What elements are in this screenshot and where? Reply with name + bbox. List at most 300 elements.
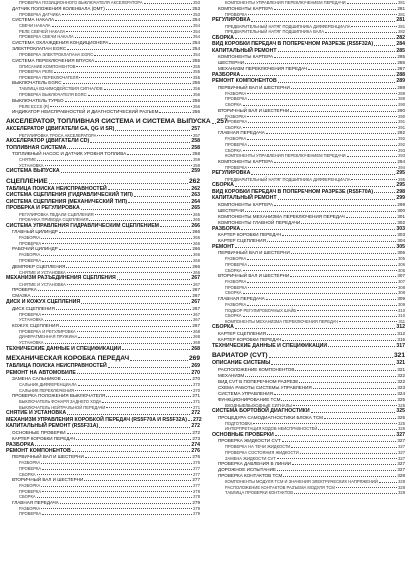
- toc-entry-title: МЕХАНИЧЕСКАЯ КОРОБКА ПЕРЕДАЧ: [6, 354, 130, 362]
- toc-leader-dots: [374, 45, 395, 46]
- toc-entry-title: СИСТЕМА ОХЛАЖДЕНИЯ КОНДИЦИОНЕРА: [12, 39, 109, 45]
- toc-entry-title: МЕХАНИЗМ РАЗЪЕДИНЕНИЯ СЦЕПЛЕНИЯ: [6, 275, 116, 282]
- toc-page-number: 303: [397, 231, 405, 237]
- toc-entry-title: КАРТЕР КОРОБКИ ПЕРЕДАЧ: [218, 336, 282, 342]
- toc-leader-dots: [38, 290, 192, 291]
- toc-entry-title: РАЗБОРКА: [225, 90, 247, 96]
- toc-page-number: 305: [398, 256, 405, 262]
- toc-leader-dots: [115, 130, 190, 131]
- toc-page-number: 310: [398, 313, 405, 319]
- toc-entry-title: ОПИСАНИЕ СИСТЕМЫ: [212, 360, 271, 367]
- toc-page-number: 270: [193, 387, 200, 393]
- toc-leader-dots: [291, 88, 397, 89]
- toc-leader-dots: [243, 270, 398, 271]
- toc-leader-dots: [294, 493, 397, 494]
- toc-page-number: 276: [191, 447, 200, 454]
- toc-page-number: 327: [398, 455, 405, 461]
- toc-leader-dots: [89, 220, 192, 221]
- toc-leader-dots: [274, 162, 396, 163]
- toc-entry-title: ПРЕДВАРИТЕЛЬНЫЙ НАТЯГ ПОДШИПНИКА ДИФФЕРЕНЦИАЛА: [225, 176, 351, 182]
- toc-page-number: 327: [397, 438, 405, 444]
- toc-leader-dots: [269, 357, 393, 358]
- toc-entry-title: КАРТЕР КОРОБКИ ПЕРЕДАЧ: [218, 231, 282, 237]
- toc-entry-title: ПРОКАЧКА ПРИВОДА СЦЕПЛЕНИЯ: [19, 217, 89, 223]
- toc-leader-dots: [108, 367, 191, 368]
- toc-entry-title: ВЫКЛЮЧАТЕЛЬ ФОНАРЯ ЗАДНЕГО ХОДА: [19, 399, 102, 405]
- toc-page-number: 305: [396, 243, 405, 250]
- toc-leader-dots: [291, 447, 397, 448]
- toc-page-number: 277: [193, 471, 200, 477]
- toc-page-number: 307: [397, 273, 405, 279]
- toc-leader-dots: [54, 72, 192, 73]
- toc-leader-dots: [290, 276, 396, 277]
- toc-entry-title: ДИСК СЦЕПЛЕНИЯ: [12, 305, 55, 311]
- toc-entry-title: ПРОВЕРКА СОСТОЯНИЯ ЖИДКОСТИ: [225, 449, 299, 455]
- toc-entry-title: КОМПОНЕНТЫ УПРАВЛЕНИЯ ПЕРЕКЛЮЧЕНИЕМ ПЕРЕДАЧИ: [225, 153, 346, 159]
- toc-entry-title: РАБОЧИЙ ЦИЛИНДР: [12, 246, 58, 252]
- toc-entry-title: КОМПОНЕНТЫ КАРТЕРА: [218, 5, 274, 11]
- toc-entry-title: МЕХАНИЗМ ПЕРЕКЛЮЧЕНИЯ ПЕРЕДАЧ: [218, 66, 307, 71]
- toc-leader-dots: [248, 167, 397, 168]
- toc-entry-title: РАСПОЛОЖЕНИЕ КОМПОНЕНТОВ: [218, 366, 295, 372]
- toc-page-number: 327: [397, 467, 405, 473]
- toc-page-number: 292: [397, 130, 405, 136]
- toc-leader-dots: [66, 31, 192, 32]
- toc-page-number: 272: [192, 429, 200, 435]
- toc-page-number: 266: [192, 229, 200, 235]
- toc-leader-dots: [243, 105, 398, 106]
- toc-page-number: 270: [193, 381, 200, 387]
- toc-leader-dots: [104, 89, 193, 90]
- toc-page-number: 303: [396, 225, 405, 232]
- toc-entry-title: ПРОВЕРКА: [19, 488, 42, 494]
- toc-entry-title: ПРОВЕРКА: [19, 465, 42, 471]
- toc-entry-title: ВЫКЛЮЧАТЕЛЬ ТУРБО: [12, 97, 64, 103]
- toc-entry-title: РАЗБОРКА: [19, 460, 41, 466]
- toc-leader-dots: [282, 235, 396, 236]
- toc-entry-title: КОМПОНЕНТЫ УПРАВЛЕНИЯ ПЕРЕКЛЮЧЕНИЕМ ПЕРЕДАЧИ: [225, 0, 346, 5]
- toc-leader-dots: [251, 174, 395, 175]
- toc-leader-dots: [266, 299, 397, 300]
- toc-entry-title: ПРОВЕРКА РЕЛЕ: [19, 69, 54, 75]
- toc-page-number: 259: [193, 157, 200, 163]
- toc-page-number: 271: [193, 399, 200, 405]
- toc-leader-dots: [117, 279, 191, 280]
- toc-page-number: 276: [193, 460, 200, 466]
- toc-page-number: 311: [398, 318, 405, 324]
- toc-page-number: 257: [191, 126, 200, 133]
- toc-leader-dots: [274, 394, 396, 395]
- toc-page-number: 298: [396, 188, 405, 195]
- toc-page-number: 273: [192, 435, 200, 441]
- toc-page-number: 322: [397, 378, 405, 384]
- toc-entry-title: КАРТЕР СЦЕПЛЕНИЯ: [218, 330, 266, 336]
- toc-page-number: 267: [192, 322, 200, 328]
- toc-leader-dots: [81, 209, 191, 210]
- toc-page-number: 277: [192, 477, 200, 483]
- toc-entry-title: УСТАНОВКА: [19, 317, 44, 323]
- toc-page-number: 321: [397, 366, 405, 372]
- toc-leader-dots: [301, 223, 396, 224]
- toc-entry-title: СИСТЕМА ПЕРЕКЛЮЧЕНИЯ ВПУСКА: [12, 57, 95, 63]
- toc-entry-title: РЕГУЛИРОВКА: [212, 17, 251, 24]
- toc-leader-dots: [67, 272, 192, 273]
- toc-entry-title: СМАЗКА: [12, 293, 31, 299]
- toc-entry-title: ПРОВЕРКА ДАТЧИКА: [19, 11, 61, 17]
- toc-page-number: 256: [193, 86, 200, 92]
- toc-leader-dots: [37, 474, 193, 475]
- toc-entry-title: ИНТЕРПРЕТАЦИЯ КОДОВ НЕИСПРАВНОСТЕЙ: [225, 426, 318, 432]
- toc-leader-dots: [160, 226, 190, 227]
- toc-page-number: 302: [397, 219, 405, 225]
- toc-entry-title: ОПИСАНИЕ КОМПОНЕНТОВ: [19, 63, 76, 69]
- toc-page-number: 270: [192, 375, 200, 381]
- toc-leader-dots: [247, 139, 397, 140]
- toc-page-number: 262: [191, 185, 200, 192]
- toc-page-number: 254: [193, 51, 200, 57]
- toc-page-number: 287: [397, 66, 405, 71]
- toc-page-number: 265: [191, 205, 200, 212]
- toc-leader-dots: [297, 310, 397, 311]
- toc-leader-dots: [243, 293, 398, 294]
- toc-page-number: 277: [193, 483, 200, 489]
- toc-page-number: 266: [192, 246, 200, 252]
- toc-leader-dots: [42, 469, 192, 470]
- toc-entry-title: ПРОВЕРКА НА ТЕЧИ ЖИДКОСТИ: [225, 444, 291, 450]
- toc-page-number: 268: [193, 339, 200, 345]
- toc-entry-title: КАПИТАЛЬНЫЙ РЕМОНТ: [212, 195, 277, 202]
- toc-leader-dots: [346, 217, 397, 218]
- toc-leader-dots: [275, 435, 396, 436]
- toc-entry-title: ПРОВЕРКА: [12, 287, 37, 293]
- toc-leader-dots: [95, 61, 191, 62]
- toc-page-number: 306: [398, 267, 405, 273]
- toc-entry-title: ВТОРИЧНЫЙ ВАЛ И ШЕСТЕРНИ: [12, 477, 84, 483]
- toc-entry-title: СНЯТИЕ: [19, 157, 37, 163]
- toc-entry-title: РЕМОНТ НА АВТОМОБИЛЕ: [6, 369, 76, 376]
- toc-leader-dots: [247, 282, 397, 283]
- toc-leader-dots: [109, 43, 191, 44]
- toc-leader-dots: [41, 255, 192, 256]
- toc-leader-dots: [67, 433, 192, 434]
- toc-leader-dots: [41, 463, 192, 464]
- toc-entry-title: ПЕРВИЧНЫЙ ВАЛ И ШЕСТЕРНИ: [12, 454, 84, 460]
- toc-entry-title: ПРОВЕРКА: [19, 511, 42, 517]
- toc-entry-title: РАЗБОРКА: [6, 441, 35, 448]
- toc-entry-title: ПРОВЕРКА И РЕГУЛИРОВКА: [6, 205, 80, 212]
- toc-page-number: 267: [191, 299, 200, 306]
- toc-page-number: 256: [193, 91, 200, 97]
- toc-leader-dots: [351, 179, 397, 180]
- toc-leader-dots: [42, 314, 192, 315]
- toc-leader-dots: [37, 160, 192, 161]
- toc-leader-dots: [248, 99, 397, 100]
- toc-entry-title: ФУНКЦИОНИРОВАНИЕ ТСМ: [218, 396, 281, 402]
- toc-entry-title: КОМПОНЕНТЫ МЕХАНИЗМА ПЕРЕКЛЮЧЕНИЯ ПЕРЕДАЧ: [218, 213, 345, 219]
- toc-section-heading[interactable]: [6, 178, 200, 186]
- toc-page-number: 328: [398, 490, 405, 496]
- toc-page-number: 288: [396, 72, 405, 78]
- toc-entry-title: ПРОВЕРКА: [225, 164, 248, 170]
- toc-leader-dots: [144, 3, 193, 4]
- toc-page-number: 258: [191, 144, 200, 151]
- toc-entry-title: РЕЛЕ ECCS (R): [19, 103, 50, 109]
- toc-leader-dots: [274, 57, 396, 58]
- toc-entry-title: СИСТЕМА НАКАЛА: [12, 17, 55, 23]
- toc-leader-dots: [243, 150, 398, 151]
- toc-leader-dots: [245, 211, 396, 212]
- toc-page-number: 306: [398, 261, 405, 267]
- toc-page-number: 272: [191, 423, 200, 430]
- toc-page-number: 272: [192, 416, 202, 423]
- toc-leader-dots: [42, 514, 192, 515]
- toc-leader-dots: [67, 284, 192, 285]
- toc-leader-dots: [106, 9, 192, 10]
- toc-page-number: 299: [397, 201, 405, 207]
- toc-leader-dots: [241, 75, 395, 76]
- toc-page-number: 317: [396, 342, 405, 349]
- toc-leader-dots: [299, 382, 396, 383]
- toc-leader-dots: [271, 364, 395, 365]
- toc-entry-title: РАЗБОРКА: [19, 505, 41, 511]
- toc-page-number: 282: [396, 34, 405, 41]
- toc-entry-title: ВТОРИЧНЫЙ ВАЛ И ШЕСТЕРНИ: [218, 107, 290, 113]
- toc-entry-title: ПРОВЕРКА: [225, 284, 248, 290]
- toc-page-number: 325: [397, 396, 405, 402]
- toc-leader-dots: [45, 343, 193, 344]
- toc-page-number: 274: [191, 441, 200, 448]
- toc-page-number: 281: [398, 0, 405, 5]
- toc-leader-dots: [251, 21, 395, 22]
- toc-leader-dots: [248, 265, 397, 266]
- toc-entry-title: РАЗБОРКА: [225, 279, 247, 285]
- toc-section-heading[interactable]: [6, 118, 228, 126]
- toc-entry-title: РАЗБОРКА: [19, 235, 41, 241]
- toc-leader-dots: [247, 259, 397, 260]
- toc-entry-title: ТОПЛИВНЫЙ НАСОС И ДАТЧИК УРОВНЯ ТОПЛИВА: [12, 151, 127, 157]
- toc-leader-dots: [245, 376, 396, 377]
- toc-leader-dots: [253, 423, 397, 424]
- toc-entry-title: ПРОВЕРКА ПОЗИЦИОННОГО ВЫКЛЮЧАТЕЛЯ АКСЕЛЕРАТОРА: [19, 0, 143, 5]
- toc-page-number: 267: [193, 311, 200, 317]
- toc-entry-title: ПРОЦЕДУРА САМОДИАГНОСТИКИ БЛОКА ТСМ: [218, 414, 323, 420]
- toc-leader-dots: [283, 476, 396, 477]
- toc-entry-title: ДАТЧИК ПОЛОЖЕНИЯ КОЛЕНВАЛА (DMT): [12, 5, 105, 11]
- toc-leader-dots: [75, 37, 192, 38]
- toc-entry-title: ДОРОЖНОЕ ИСПЫТАНИЕ: [218, 467, 276, 473]
- toc-entry-title: ПРОВЕРКА: [225, 141, 248, 147]
- toc-leader-dots: [159, 112, 191, 113]
- toc-leader-dots: [235, 328, 395, 329]
- toc-entry-title: РАЗБОРКА: [225, 136, 247, 142]
- toc-entry-title: АКСЕЛЕРАТОР (ДВИГАТЕЛИ GA, QG И SR): [6, 126, 115, 133]
- toc-leader-dots: [127, 154, 191, 155]
- toc-leader-dots: [281, 400, 396, 401]
- toc-entry-title: ПРОВЕРКА КОНТАКТОВ ТСМ: [218, 473, 283, 479]
- toc-leader-dots: [235, 247, 395, 248]
- toc-entry-title: РАЗБОРКА: [19, 252, 41, 258]
- toc-page-number: 266: [191, 222, 200, 229]
- toc-leader-dots: [55, 20, 191, 21]
- toc-leader-dots: [62, 379, 192, 380]
- toc-page-number: 267: [192, 287, 200, 293]
- toc-entry-title: ТЕХНИЧЕСКИЕ ДАННЫЕ И СПЕЦИФИКАЦИИ: [212, 342, 328, 349]
- toc-page-number: 257: [216, 118, 228, 126]
- toc-entry-title: РЕМОНТ КОМПОНЕНТОВ: [6, 447, 71, 454]
- toc-page-number: 268: [193, 328, 200, 334]
- toc-page-number: 304: [397, 237, 405, 243]
- toc-page-number: 258: [192, 151, 200, 157]
- toc-leader-dots: [72, 451, 191, 452]
- toc-leader-dots: [95, 214, 193, 215]
- toc-leader-dots: [45, 165, 193, 166]
- toc-page-number: 289: [397, 84, 405, 90]
- toc-leader-dots: [61, 172, 191, 173]
- toc-entry-title: ГЛАВНЫЙ ЦИЛИНДР: [12, 229, 58, 235]
- toc-entry-title: ПРОВЕРКА ВЫКЛЮЧАТЕЛЯ EGRC: [19, 91, 87, 97]
- toc-page-number: 256: [192, 97, 200, 103]
- toc-entry-title: КОМПОНЕНТЫ КАРТЕРА: [218, 158, 274, 164]
- toc-leader-dots: [248, 14, 397, 15]
- toc-entry-title: СНЯТИЕ И УСТАНОВКА: [19, 281, 66, 287]
- toc-entry-title: ПРОВЕРКА И РЕГУЛИРОВКА: [19, 328, 76, 334]
- toc-page-number: 290: [397, 107, 405, 113]
- toc-leader-dots: [60, 503, 192, 504]
- toc-leader-dots: [290, 111, 396, 112]
- toc-page-number: 266: [193, 240, 200, 246]
- toc-entry-title: ВЫКЛЮЧАТЕЛЬ НЕЙТРАЛЬНОЙ ПЕРЕДАЧИ: [19, 404, 106, 410]
- toc-entry-title: РАСПОЛОЖЕНИЕ КОНТАКТОВ РАЗЪЕМА МОДУЛЯ ТСМ: [225, 484, 335, 490]
- toc-page-number: 325: [397, 414, 405, 420]
- toc-page-number: 282: [398, 29, 405, 35]
- toc-leader-dots: [351, 26, 397, 27]
- toc-leader-dots: [313, 388, 397, 389]
- toc-entry-title: СБОРКА: [225, 102, 242, 107]
- toc-leader-dots: [274, 9, 396, 10]
- toc-leader-dots: [84, 480, 191, 481]
- toc-entry-title: ШЕСТЕРНИ: [218, 60, 244, 65]
- toc-leader-dots: [235, 186, 395, 187]
- toc-entry-title: ПРОВЕРКА ПЕРЕКЛЮЧАТЕЛЯ: [19, 74, 79, 80]
- toc-page-number: 263: [191, 192, 200, 199]
- toc-entry[interactable]: [212, 490, 405, 496]
- toc-entry-title: СБОРКА: [225, 267, 242, 273]
- toc-leader-dots: [241, 229, 395, 230]
- toc-page-number: 325: [396, 408, 405, 415]
- toc-entry-title: МЕХАНИЗМ: [218, 372, 245, 378]
- toc-entry-title: СИСТЕМА БОРТОВОЙ ДИАГНОСТИКИ: [212, 408, 310, 415]
- toc-page-number: 281: [398, 23, 405, 29]
- toc-entry-title: УСТАНОВКА: [19, 339, 44, 345]
- toc-page-number: 254: [193, 34, 200, 40]
- toc-leader-dots: [41, 238, 192, 239]
- toc-page-number: 305: [397, 250, 405, 256]
- toc-entry-title: СЦЕПЛЕНИЕ: [6, 177, 48, 185]
- toc-leader-dots: [308, 69, 396, 70]
- toc-leader-dots: [79, 77, 192, 78]
- toc-page-number: 253: [192, 5, 200, 11]
- toc-entry-title: СБОРКА: [19, 471, 36, 477]
- toc-entry-title: ТАБЛИЦА ПОИСКА НЕИСПРАВНОСТЕЙ: [6, 185, 107, 192]
- toc-entry-title: ДЕМПФЕР СЦЕПЛЕНИЯ: [12, 263, 66, 269]
- toc-leader-dots: [49, 183, 188, 184]
- toc-page-number: 264: [191, 198, 200, 205]
- toc-entry-title: АКСЕЛЕРАТОР (ДВИГАТЕЛИ CD): [6, 138, 90, 145]
- toc-page-number: 257: [193, 132, 200, 138]
- toc-page-number: 269: [191, 363, 200, 370]
- toc-page-number: 325: [398, 402, 405, 408]
- toc-page-number: 328: [398, 479, 405, 485]
- toc-entry-title: САЛЬНИК ДИФФЕРЕНЦИАЛА: [19, 381, 77, 387]
- toc-leader-dots: [42, 491, 192, 492]
- toc-entry-title: ОСНОВНЫЕ ПРОВЕРКИ: [212, 431, 274, 438]
- toc-leader-dots: [248, 122, 397, 123]
- toc-page-number: 310: [398, 307, 405, 313]
- toc-page-number: 254: [193, 28, 200, 34]
- toc-leader-dots: [248, 145, 397, 146]
- toc-page-number: 281: [398, 11, 405, 17]
- toc-leader-dots: [32, 296, 192, 297]
- toc-entry-title: ПРОВЕРКА ЭЛЕКТРОКЛАПАНА EGRC: [19, 51, 94, 57]
- toc-leader-dots: [67, 148, 190, 149]
- toc-leader-dots: [88, 95, 193, 96]
- toc-entry-title: ПРОВЕРКА: [19, 257, 42, 263]
- toc-leader-dots: [52, 26, 193, 27]
- toc-leader-dots: [278, 82, 396, 83]
- toc-leader-dots: [295, 370, 396, 371]
- toc-page-number: 255: [193, 74, 200, 80]
- toc-entry-title: СИСТЕМА СЦЕПЛЕНИЯ (МЕХАНИЧЕСКИЙ ТИП): [6, 198, 128, 205]
- toc-leader-dots: [374, 192, 395, 193]
- toc-section-heading[interactable]: [212, 352, 405, 360]
- toc-page-number: 268: [193, 334, 200, 340]
- toc-entry-title: РЕМОНТ: [212, 243, 235, 250]
- toc-page-number: 265: [193, 211, 200, 217]
- toc-page-number: 327: [398, 449, 405, 455]
- toc-entry-title: СБОРКА: [19, 494, 36, 500]
- toc-page-number: 272: [191, 410, 200, 417]
- toc-entry-title: КАПИТАЛЬНЫЙ РЕМОНТ (RS5F31A): [6, 423, 99, 430]
- toc-page-number: 254: [192, 39, 200, 45]
- toc-entry-title: ПРОВЕРКА: [225, 96, 248, 102]
- toc-leader-dots: [63, 83, 192, 84]
- toc-leader-dots: [85, 457, 192, 458]
- toc-page-number: 328: [398, 484, 405, 490]
- toc-entry-title: ВИД CVT В ПОПЕРЕЧНОМ РАЗРЕЗЕ: [218, 378, 299, 384]
- toc-entry-title: ЭЛЕКТРОКЛАПАН EGRC: [12, 45, 67, 51]
- toc-entry-title: ШЕСТЕРНИ: [218, 207, 244, 213]
- toc-entry-title: РАЗБОРКА: [225, 256, 247, 262]
- toc-page-number: 271: [193, 404, 200, 410]
- toc-section-heading[interactable]: [6, 355, 200, 363]
- toc-leader-dots: [60, 326, 192, 327]
- toc-entry-title: ТАБЛИЦА ВЗАИМОДЕЙСТВИЯ СИГНАЛОВ: [19, 86, 103, 92]
- toc-entry-title: РЕГУЛИРОВКА ТРОСА АКСЕЛЕРАТОРА: [19, 132, 97, 138]
- toc-leader-dots: [108, 189, 191, 190]
- toc-page-number: 271: [192, 393, 200, 399]
- toc-page-number: 295: [398, 176, 405, 182]
- toc-page-number: 307: [398, 279, 405, 285]
- toc-page-number: 327: [396, 431, 405, 438]
- toc-leader-dots: [50, 106, 192, 107]
- toc-leader-dots: [325, 32, 397, 33]
- toc-leader-dots: [293, 405, 397, 406]
- toc-leader-dots: [339, 321, 398, 322]
- toc-entry-title: ПОДБОР РЕГУЛИРОВОЧНЫХ ШАЙБ: [225, 307, 297, 313]
- toc-entry[interactable]: [6, 511, 200, 517]
- toc-entry-title: РЕМОНТ КОМПОНЕНТОВ: [212, 78, 277, 85]
- toc-page-number: 285: [397, 60, 405, 65]
